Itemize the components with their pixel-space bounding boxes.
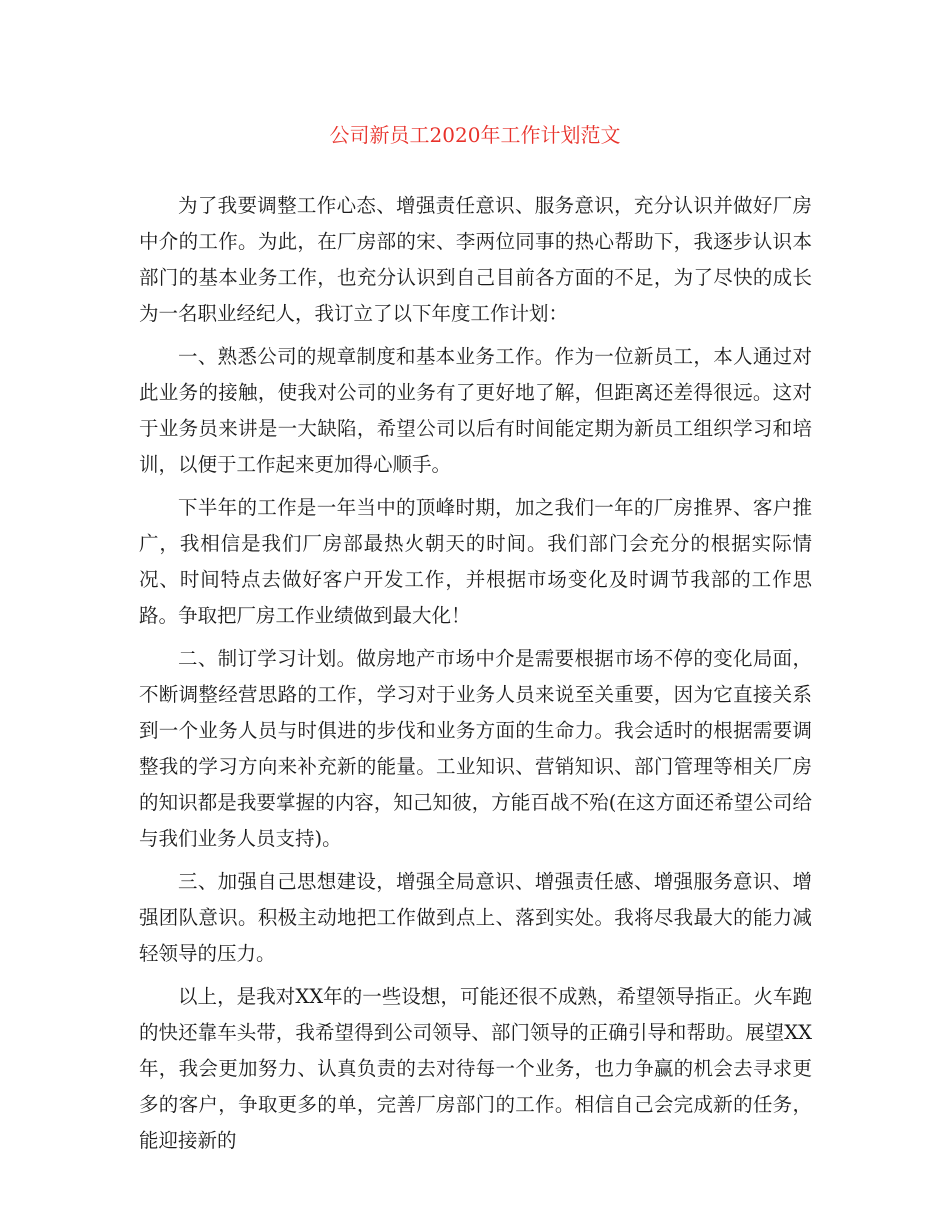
document-body bbox=[139, 188, 812, 1166]
paragraph: 三、加强自己思想建设，增强全局意识、增强责任感、增强服务意识、增强团队意识。积极主动地把工作做到点上、落到实处。我将尽我最大的能力减轻领导的压力。 bbox=[139, 870, 812, 965]
paragraph: 为了我要调整工作心态、增强责任意识、服务意识，充分认识并做好厂房中介的工作。为此，在厂房部的宋、李两位同事的热心帮助下，我逐步认识本部门的基本业务工作，也充分认识到自己目前各方面的不足，为了尽快的成长为一名职业经纪人，我订立了以下年度工作计划： bbox=[139, 194, 812, 325]
paragraph: 一、熟悉公司的规章制度和基本业务工作。作为一位新员工，本人通过对此业务的接触，使我对公司的业务有了更好地了解，但距离还差得很远。这对于业务员来讲是一大缺陷，希望公司以后有时间能定期为新员工组织学习和培训，以便于工作起来更加得心顺手。 bbox=[139, 345, 812, 476]
paragraph: 下半年的工作是一年当中的顶峰时期，加之我们一年的厂房推界、客户推广，我相信是我们厂房部最热火朝天的时间。我们部门会充分的根据实际情况、时间特点去做好客户开发工作，并根据市场变化及时调节我部的工作思路。争取把厂房工作业绩做到最大化！ bbox=[139, 496, 812, 627]
paragraph: 以上，是我对XX年的一些设想，可能还很不成熟，希望领导指正。火车跑的快还靠车头带，我希望得到公司领导、部门领导的正确引导和帮助。展望XX年，我会更加努力、认真负责的去对待每一个业务，也力争赢的机会去寻求更多的客户，争取更多的单，完善厂房部门的工作。相信自己会完成新的任务，能迎接新的 bbox=[139, 985, 812, 1152]
document-title: 公司新员工2020年工作计划范文 bbox=[329, 123, 621, 147]
paragraph: 二、制订学习计划。做房地产市场中介是需要根据市场不停的变化局面，不断调整经营思路的工作，学习对于业务人员来说至关重要，因为它直接关系到一个业务人员与时俱进的步伐和业务方面的生命力。我会适时的根据需要调整我的学习方向来补充新的能量。工业知识、营销知识、部门管理等相关厂房的知识都是我要掌握的内容，知己知彼，方能百战不殆(在这方面还希望公司给与我们业务人员支持)。 bbox=[139, 647, 812, 850]
